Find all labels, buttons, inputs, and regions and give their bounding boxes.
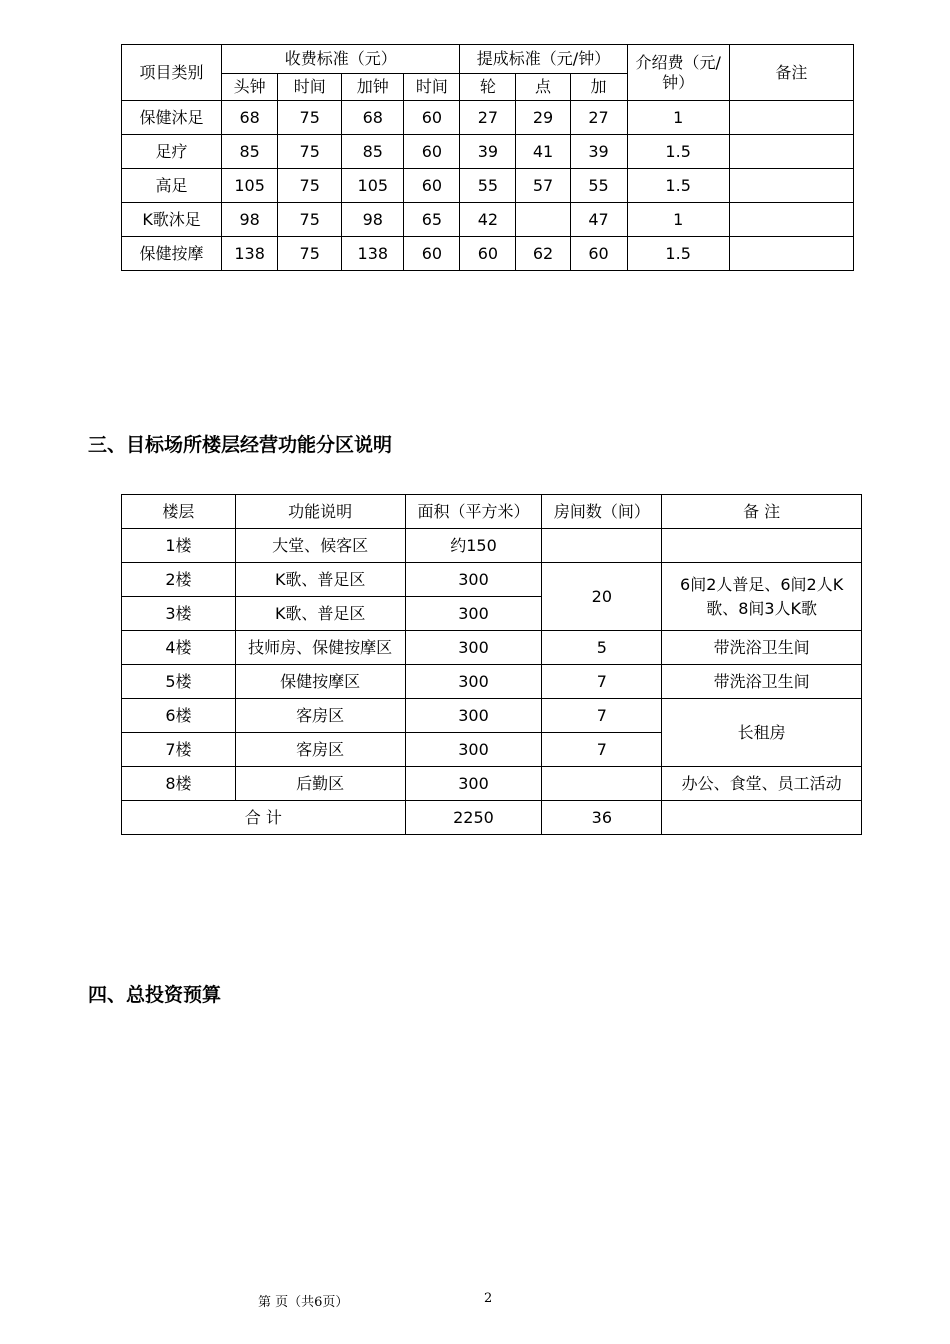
table-row (122, 767, 862, 801)
cell: 105 (342, 169, 404, 203)
floor-cell: 4楼 (122, 631, 236, 665)
cell: 85 (342, 135, 404, 169)
total-area: 2250 (405, 801, 542, 835)
cell: 85 (222, 135, 278, 169)
cell: 27 (460, 101, 516, 135)
total-rooms: 36 (542, 801, 662, 835)
area-cell: 300 (405, 733, 542, 767)
cell: 138 (222, 237, 278, 271)
row-name: 高足 (122, 169, 222, 203)
cell (729, 203, 853, 237)
table-row (122, 529, 862, 563)
cell: 65 (404, 203, 460, 237)
note-cell: 带洗浴卫生间 (662, 631, 862, 665)
cell: 75 (278, 101, 342, 135)
area-cell: 300 (405, 767, 542, 801)
table-row (122, 563, 862, 597)
cell: 39 (460, 135, 516, 169)
cell: 39 (570, 135, 627, 169)
floor-function-table (121, 494, 862, 835)
cell: 105 (222, 169, 278, 203)
table-row (122, 135, 854, 169)
footer-page-number: 2 (484, 1291, 493, 1306)
table-row (122, 665, 862, 699)
function-cell: 大堂、候客区 (235, 529, 405, 563)
cell: 75 (278, 203, 342, 237)
function-cell: 保健按摩区 (235, 665, 405, 699)
subheader-time-2: 时间 (404, 74, 460, 101)
table-header-row (122, 495, 862, 529)
header-note: 备 注 (662, 495, 862, 529)
function-cell: K歌、普足区 (235, 563, 405, 597)
rooms-cell: 7 (542, 733, 662, 767)
floor-cell: 5楼 (122, 665, 236, 699)
area-cell: 300 (405, 563, 542, 597)
floor-cell: 3楼 (122, 597, 236, 631)
rooms-cell-merged: 20 (542, 563, 662, 631)
row-name: K歌沐足 (122, 203, 222, 237)
cell: 27 (570, 101, 627, 135)
area-cell: 300 (405, 665, 542, 699)
floor-cell: 2楼 (122, 563, 236, 597)
floor-cell: 8楼 (122, 767, 236, 801)
fee-standard-table (121, 44, 854, 271)
cell: 29 (516, 101, 570, 135)
total-label: 合 计 (122, 801, 406, 835)
cell: 60 (570, 237, 627, 271)
cell: 55 (460, 169, 516, 203)
note-cell: 办公、食堂、员工活动 (662, 767, 862, 801)
cell: 75 (278, 135, 342, 169)
function-cell: 技师房、保健按摩区 (235, 631, 405, 665)
rooms-cell (542, 529, 662, 563)
subheader-first-clock: 头钟 (222, 74, 278, 101)
cell (729, 169, 853, 203)
function-cell: 客房区 (235, 699, 405, 733)
table-total-row (122, 801, 862, 835)
cell (729, 135, 853, 169)
cell: 138 (342, 237, 404, 271)
section-3-heading: 三、目标场所楼层经营功能分区说明 (88, 434, 393, 456)
table-row (122, 169, 854, 203)
cell: 68 (222, 101, 278, 135)
table-row (122, 101, 854, 135)
function-cell: 客房区 (235, 733, 405, 767)
footer-page-label: 第 页（共6页） (258, 1295, 349, 1310)
note-cell-merged: 长租房 (662, 699, 862, 767)
area-cell: 300 (405, 631, 542, 665)
cell (516, 203, 570, 237)
cell: 41 (516, 135, 570, 169)
cell: 1 (627, 203, 729, 237)
note-cell: 带洗浴卫生间 (662, 665, 862, 699)
cell: 1.5 (627, 237, 729, 271)
rooms-cell: 7 (542, 665, 662, 699)
cell: 1 (627, 101, 729, 135)
table-row (122, 631, 862, 665)
cell (729, 101, 853, 135)
cell: 47 (570, 203, 627, 237)
subheader-extra-clock: 加钟 (342, 74, 404, 101)
cell: 57 (516, 169, 570, 203)
function-cell: K歌、普足区 (235, 597, 405, 631)
cell: 1.5 (627, 135, 729, 169)
cell: 60 (404, 135, 460, 169)
header-area: 面积（平方米） (405, 495, 542, 529)
cell: 98 (222, 203, 278, 237)
row-name: 保健按摩 (122, 237, 222, 271)
cell: 75 (278, 169, 342, 203)
header-charge-standard: 收费标准（元） (222, 45, 460, 74)
subheader-extra: 加 (570, 74, 627, 101)
cell: 68 (342, 101, 404, 135)
cell: 75 (278, 237, 342, 271)
floor-cell: 7楼 (122, 733, 236, 767)
table-row (122, 203, 854, 237)
section-4-heading: 四、总投资预算 (88, 984, 222, 1006)
cell: 60 (404, 101, 460, 135)
floor-cell: 1楼 (122, 529, 236, 563)
total-note (662, 801, 862, 835)
area-cell: 300 (405, 699, 542, 733)
header-function: 功能说明 (235, 495, 405, 529)
cell: 62 (516, 237, 570, 271)
area-cell: 300 (405, 597, 542, 631)
cell: 55 (570, 169, 627, 203)
table-row (122, 237, 854, 271)
cell: 42 (460, 203, 516, 237)
subheader-rotation: 轮 (460, 74, 516, 101)
subheader-time: 时间 (278, 74, 342, 101)
rooms-cell: 7 (542, 699, 662, 733)
row-name: 足疗 (122, 135, 222, 169)
header-rooms: 房间数（间） (542, 495, 662, 529)
header-remarks: 备注 (729, 45, 853, 101)
cell: 60 (460, 237, 516, 271)
floor-cell: 6楼 (122, 699, 236, 733)
table-row (122, 699, 862, 733)
cell: 60 (404, 237, 460, 271)
cell (729, 237, 853, 271)
function-cell: 后勤区 (235, 767, 405, 801)
cell: 1.5 (627, 169, 729, 203)
note-cell (662, 529, 862, 563)
header-floor: 楼层 (122, 495, 236, 529)
subheader-request: 点 (516, 74, 570, 101)
cell: 60 (404, 169, 460, 203)
area-cell: 约150 (405, 529, 542, 563)
header-item-type: 项目类别 (122, 45, 222, 101)
cell: 98 (342, 203, 404, 237)
note-cell-merged: 6间2人普足、6间2人K歌、8间3人K歌 (662, 563, 862, 631)
header-commission-standard: 提成标准（元/钟） (460, 45, 627, 74)
rooms-cell: 5 (542, 631, 662, 665)
header-referral-fee: 介绍费（元/钟） (627, 45, 729, 101)
rooms-cell (542, 767, 662, 801)
row-name: 保健沐足 (122, 101, 222, 135)
